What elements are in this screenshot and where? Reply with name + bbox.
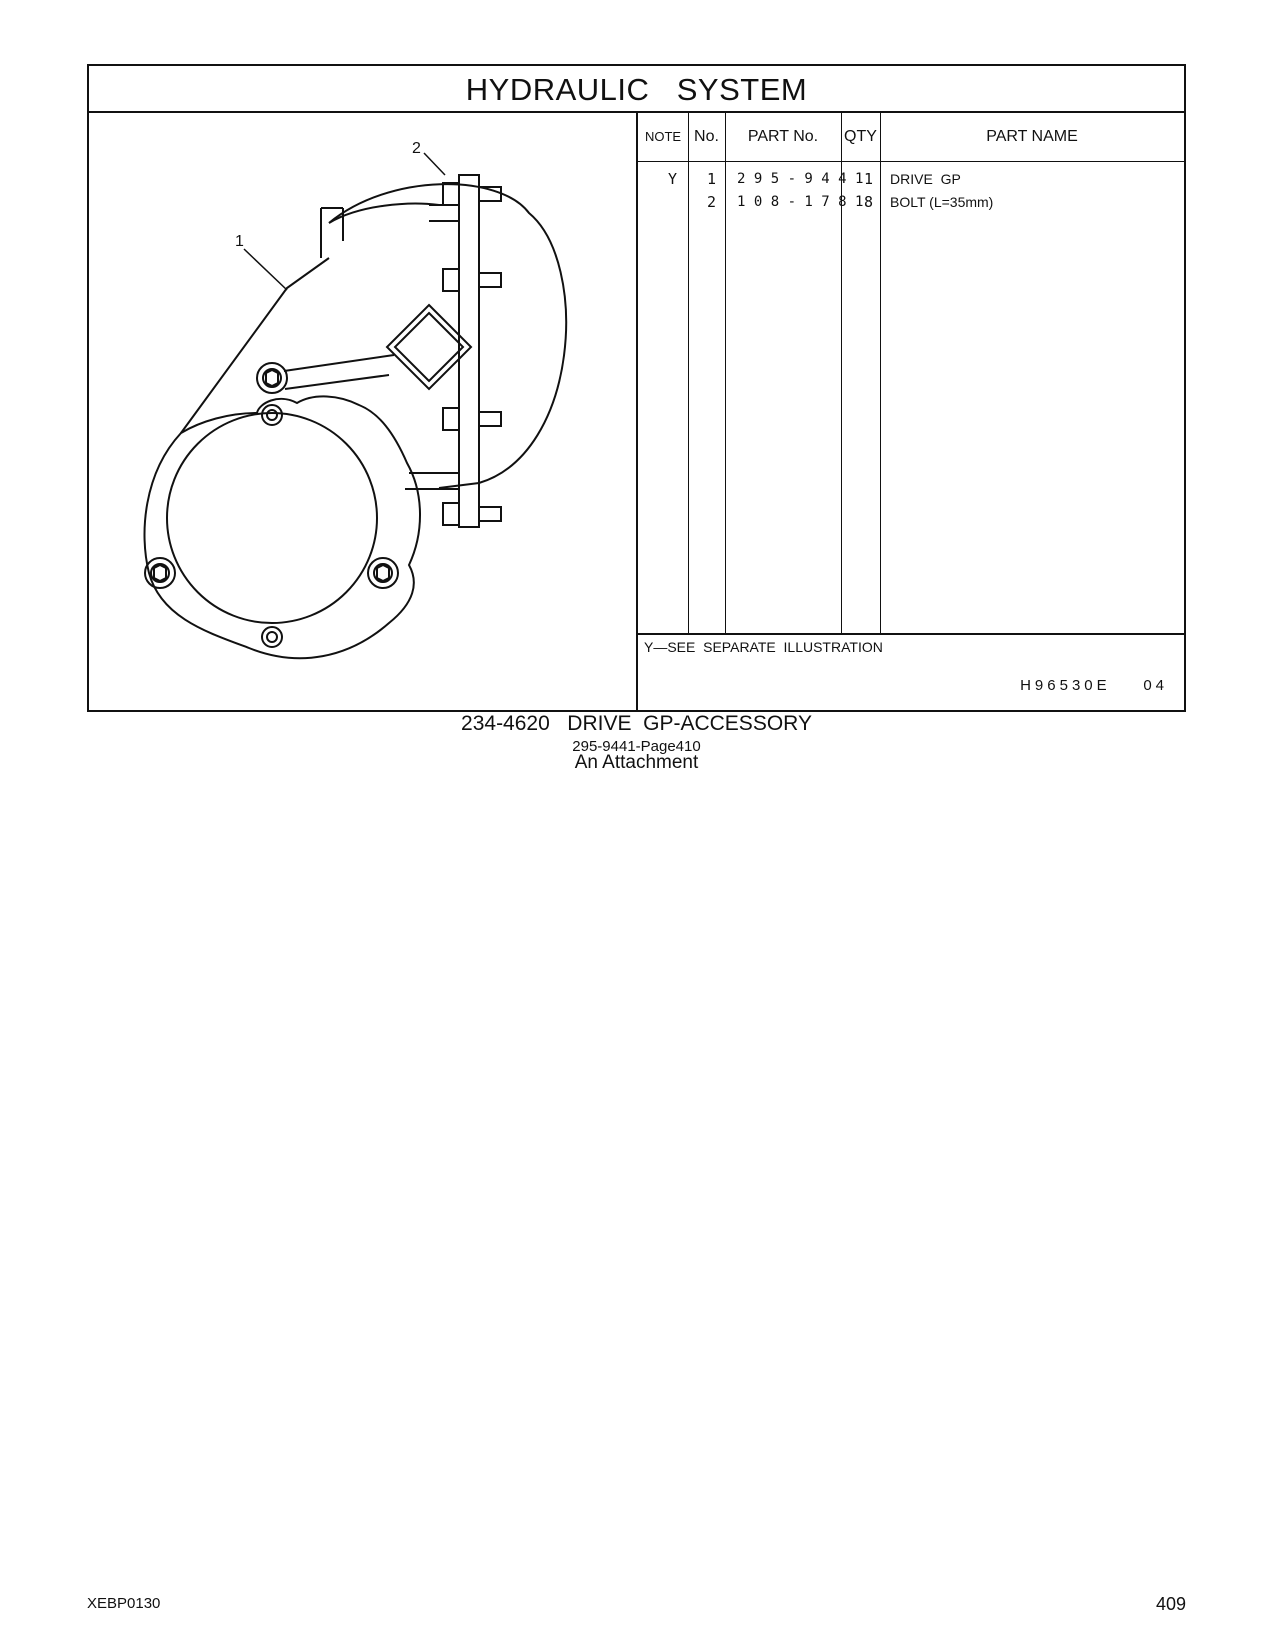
section-title: HYDRAULIC SYSTEM [89, 66, 1184, 113]
header-divider [638, 161, 1184, 162]
bore-screw-top [262, 405, 282, 425]
parts-frame [87, 64, 1186, 712]
attachment-label: An Attachment [574, 752, 699, 773]
mounting-flange [459, 175, 479, 527]
parts-table [638, 113, 1184, 710]
callout-2: 2 [412, 140, 421, 157]
row-part-name: DRIVE GP [890, 171, 961, 187]
page-number: 409 [1155, 1594, 1186, 1614]
header-qty: QTY [844, 128, 877, 145]
mounting-boss-top [257, 363, 287, 393]
bore-screw-bottom [262, 627, 282, 647]
row-part-name: BOLT (L=35mm) [890, 194, 994, 210]
row-part-no: 2 9 5 - 9 4 4 1 [737, 171, 864, 187]
mounting-boss-right [368, 558, 398, 588]
row-qty: 1 [864, 170, 874, 188]
table-footer-divider [638, 633, 1184, 635]
header-part-no: PART No. [747, 128, 819, 145]
header-part-name: PART NAME [986, 128, 1078, 145]
front-bore [167, 413, 377, 623]
drive-group-drawing [89, 113, 634, 710]
flange-web-top [429, 205, 459, 221]
front-flange-outline [144, 396, 420, 658]
callout-1-leader [244, 249, 287, 290]
table-row [638, 167, 1184, 191]
table-row [638, 190, 1184, 214]
row-note: Y [668, 170, 678, 188]
callout-2-leader [424, 153, 445, 175]
header-note: NOTE [644, 129, 682, 144]
group-caption: 234-4620 DRIVE GP-ACCESSORY [461, 712, 812, 735]
row-qty: 8 [864, 193, 874, 211]
document-id: XEBP0130 [87, 1595, 161, 1612]
callout-1: 1 [235, 233, 244, 250]
rear-housing-top [329, 204, 439, 223]
header-no: No. [694, 128, 719, 145]
rear-housing [329, 184, 566, 488]
drive-group-illustration [89, 113, 638, 710]
separate-illustration-note: Y—SEE SEPARATE ILLUSTRATION [644, 639, 883, 655]
page-reference: 295-9441-Page410 [572, 738, 701, 755]
housing-outline [181, 258, 329, 433]
row-part-no: 1 0 8 - 1 7 8 1 [737, 194, 864, 210]
row-no: 2 [707, 193, 717, 211]
illustration-code: H96530E 04 [1020, 677, 1168, 694]
row-no: 1 [707, 170, 717, 188]
housing-arm [284, 355, 394, 389]
